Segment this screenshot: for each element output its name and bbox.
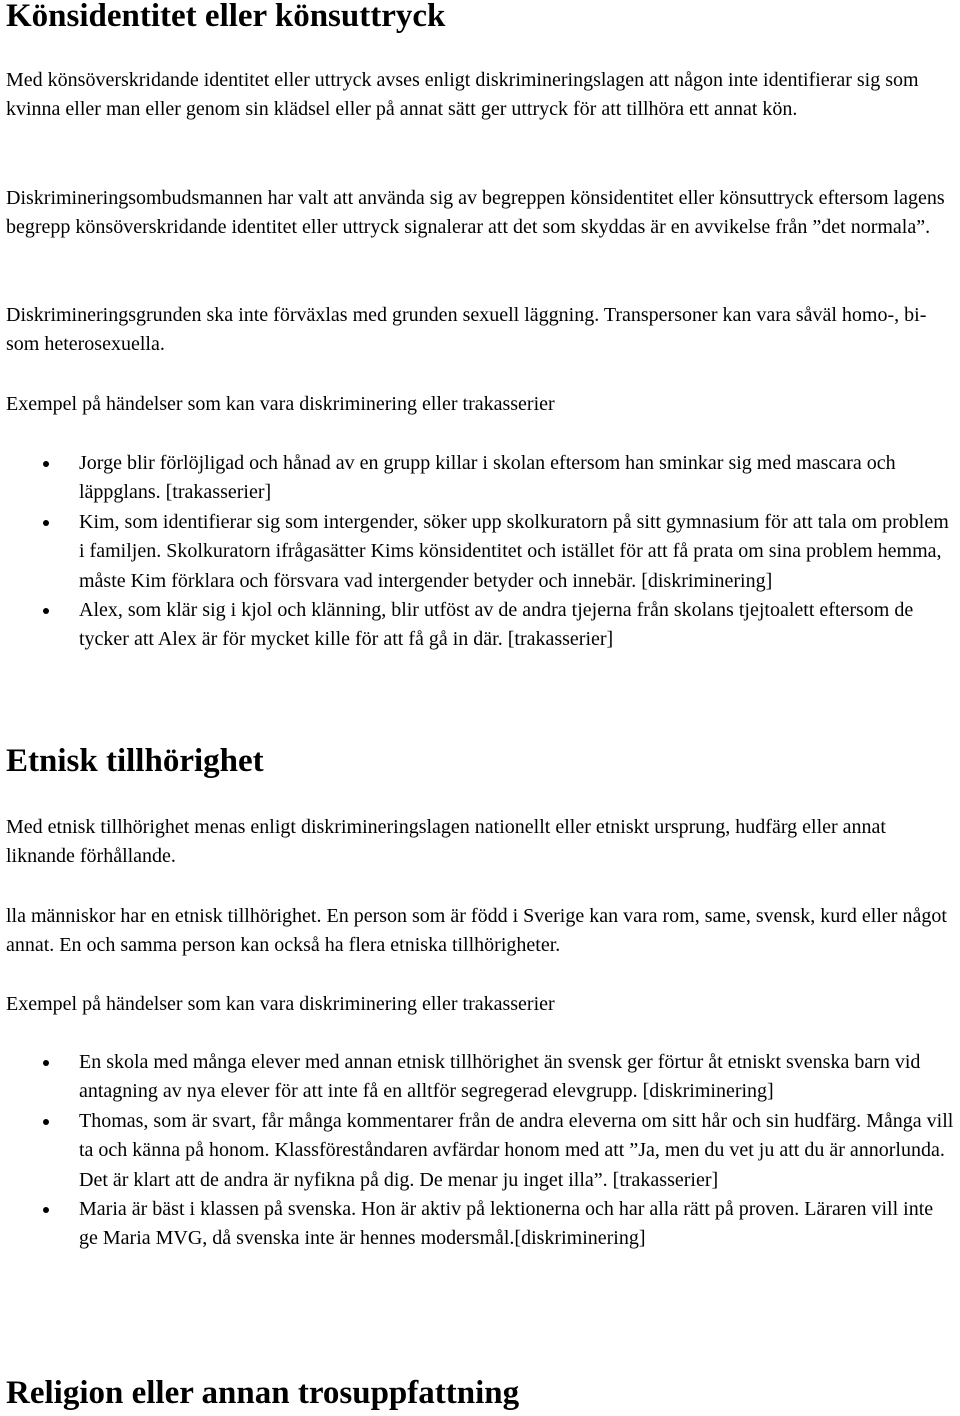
examples-list-konsidentitet bbox=[6, 449, 956, 655]
list-item bbox=[6, 596, 956, 655]
list-item bbox=[6, 1048, 956, 1107]
bullet-icon bbox=[43, 608, 49, 614]
bullet-icon bbox=[43, 520, 49, 526]
list-item bbox=[6, 1195, 956, 1254]
list-item-text: Thomas, som är svart, får många kommentarer från de andra eleverna om sitt hår och sin hudfärg. Många vill ta och känna på honom. Klassföreståndaren avfärdar honom med att ”Ja, men du vet ju att du är annorlunda. Det är klart att de andra är nyfikna på dig. De menar ju inget illa”. [trakasserier] bbox=[79, 1109, 954, 1191]
paragraph-examples-intro-etnisk: Exempel på händelser som kan vara diskriminering eller trakasserier bbox=[6, 993, 555, 1015]
bullet-icon bbox=[43, 461, 49, 467]
bullet-icon bbox=[43, 1119, 49, 1125]
list-item-text: En skola med många elever med annan etnisk tillhörighet än svensk ger förtur åt etniskt svenska barn vid antagning av nya elever för att inte få en alltför segregerad elevgrupp. [diskriminering] bbox=[79, 1051, 921, 1103]
list-item-text: Jorge blir förlöjligad och hånad av en grupp killar i skolan eftersom han sminkar sig med mascara och läppglans. [trakasserier] bbox=[79, 452, 896, 504]
paragraph-do-terms: Diskrimineringsombudsmannen har valt att använda sig av begreppen könsidentitet eller könsuttryck eftersom lagens begrepp könsöverskridande identitet eller uttryck signalerar att det som skyddas är en avvikelse från ”det normala”. bbox=[6, 187, 945, 239]
list-item-text: Alex, som klär sig i kjol och klänning, blir utföst av de andra tjejerna från skolans tjejtoalett eftersom de tycker att Alex är för mycket kille för att få gå in där. [trakasserier] bbox=[79, 599, 914, 651]
examples-list-etnisk bbox=[6, 1048, 956, 1254]
paragraph-everyone-etnisk: lla människor har en etnisk tillhörighet. En person som är född i Sverige kan vara rom, same, svensk, kurd eller något annat. En och samma person kan också ha flera etniska tillhörigheter. bbox=[6, 905, 947, 957]
paragraph-examples-intro: Exempel på händelser som kan vara diskriminering eller trakasserier bbox=[6, 393, 555, 415]
paragraph-distinction: Diskrimineringsgrunden ska inte förväxlas med grunden sexuell läggning. Transpersoner kan vara såväl homo-, bi- som heterosexuella. bbox=[6, 304, 927, 356]
section-heading-religion: Religion eller annan trosuppfattning bbox=[6, 1375, 520, 1411]
list-item bbox=[6, 1107, 956, 1195]
list-item-text: Kim, som identifierar sig som intergender, söker upp skolkuratorn på sitt gymnasium för att tala om problem i familjen. Skolkuratorn ifrågasätter Kims könsidentitet och istället för att få prata om sina problem hemma, måste Kim förklara och försvara vad intergender betyder och innebär. [diskriminering] bbox=[79, 510, 949, 592]
section-heading-konsidentitet: Könsidentitet eller könsuttryck bbox=[6, 0, 446, 34]
list-item bbox=[6, 449, 956, 508]
section-heading-etnisk: Etnisk tillhörighet bbox=[6, 743, 264, 779]
paragraph-definition: Med könsöverskridande identitet eller uttryck avses enligt diskrimineringslagen att någon inte identifierar sig som kvinna eller man eller genom sin klädsel eller på annat sätt ger uttryck för att tillhöra ett annat kön. bbox=[6, 69, 919, 121]
paragraph-definition-etnisk: Med etnisk tillhörighet menas enligt diskrimineringslagen nationellt eller etniskt ursprung, hudfärg eller annat liknande förhållande. bbox=[6, 816, 886, 868]
list-item bbox=[6, 508, 956, 596]
bullet-icon bbox=[43, 1207, 49, 1213]
list-item-text: Maria är bäst i klassen på svenska. Hon är aktiv på lektionerna och har alla rätt på proven. Läraren vill inte ge Maria MVG, då svenska inte är hennes modersmål.[diskriminering] bbox=[79, 1198, 934, 1250]
bullet-icon bbox=[43, 1060, 49, 1066]
